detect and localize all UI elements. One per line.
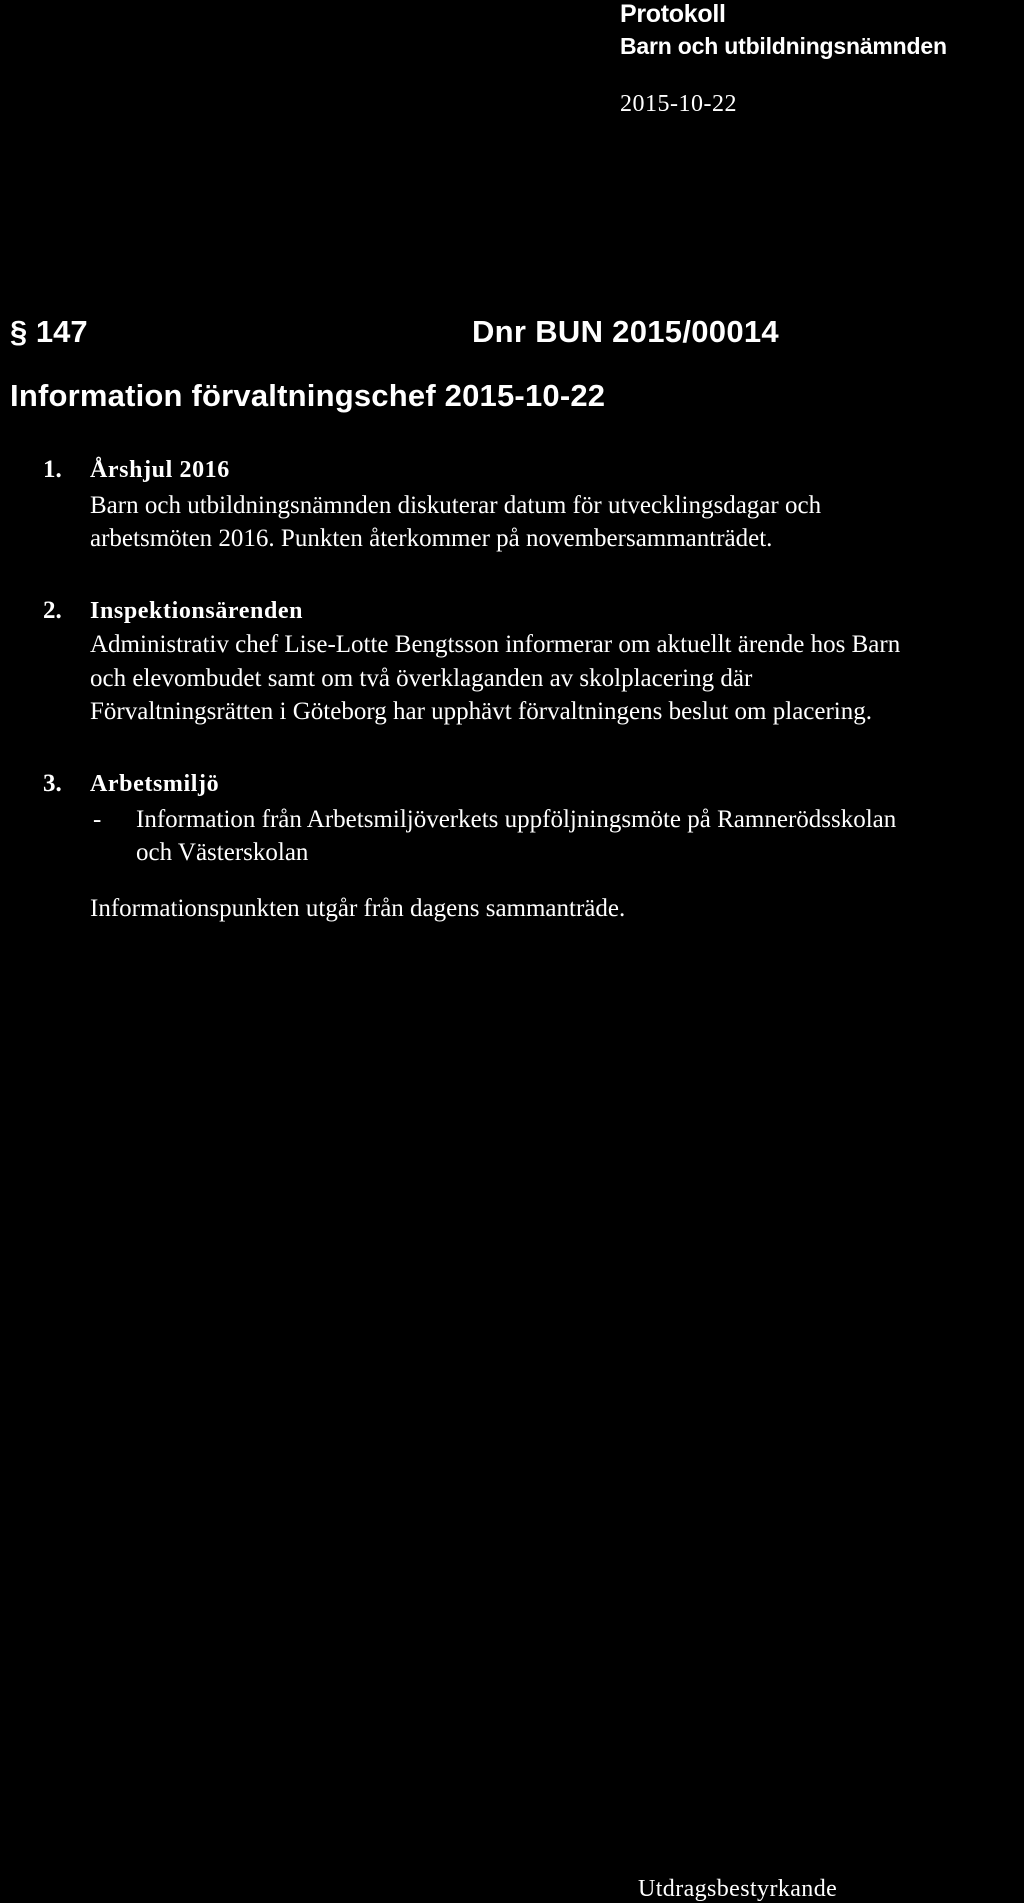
item-2-heading: Inspektionsärenden [90, 598, 304, 624]
document-type-title: Protokoll [620, 0, 726, 28]
item-3-bullet-line-1: Information från Arbetsmiljöverkets uppföljningsmöte på Ramnerödsskolan [136, 806, 897, 833]
item-2-line-3: Förvaltningsrätten i Göteborg har upphävt förvaltningens beslut om placering. [90, 698, 873, 725]
item-1-number: 1. [43, 456, 62, 483]
item-2-line-2: och elevombudet samt om två överklaganden av skolplacering där [90, 665, 753, 692]
item-3-bullet-line-2: och Västerskolan [136, 839, 309, 866]
item-1-line-2: arbetsmöten 2016. Punkten återkommer på novembersammanträdet. [90, 525, 773, 552]
item-3-bullet-dash: - [93, 806, 102, 833]
item-2-number: 2. [43, 597, 62, 624]
paragraph-number: § 147 [10, 314, 88, 349]
item-1-heading: Årshjul 2016 [90, 457, 230, 483]
section-title: Information förvaltningschef 2015-10-22 [10, 378, 606, 413]
item-1-line-1: Barn och utbildningsnämnden diskuterar datum för utvecklingsdagar och [90, 492, 822, 519]
certification-footer: Utdragsbestyrkande [638, 1876, 838, 1902]
diary-number: Dnr BUN 2015/00014 [472, 314, 779, 349]
item-2-line-1: Administrativ chef Lise-Lotte Bengtsson informerar om aktuellt ärende hos Barn [90, 631, 901, 658]
item-3-number: 3. [43, 770, 62, 797]
item-3-heading: Arbetsmiljö [90, 771, 220, 797]
committee-name: Barn och utbildningsnämnden [620, 33, 947, 59]
meeting-date: 2015-10-22 [620, 91, 737, 117]
closing-statement: Informationspunkten utgår från dagens sammanträde. [90, 895, 626, 922]
